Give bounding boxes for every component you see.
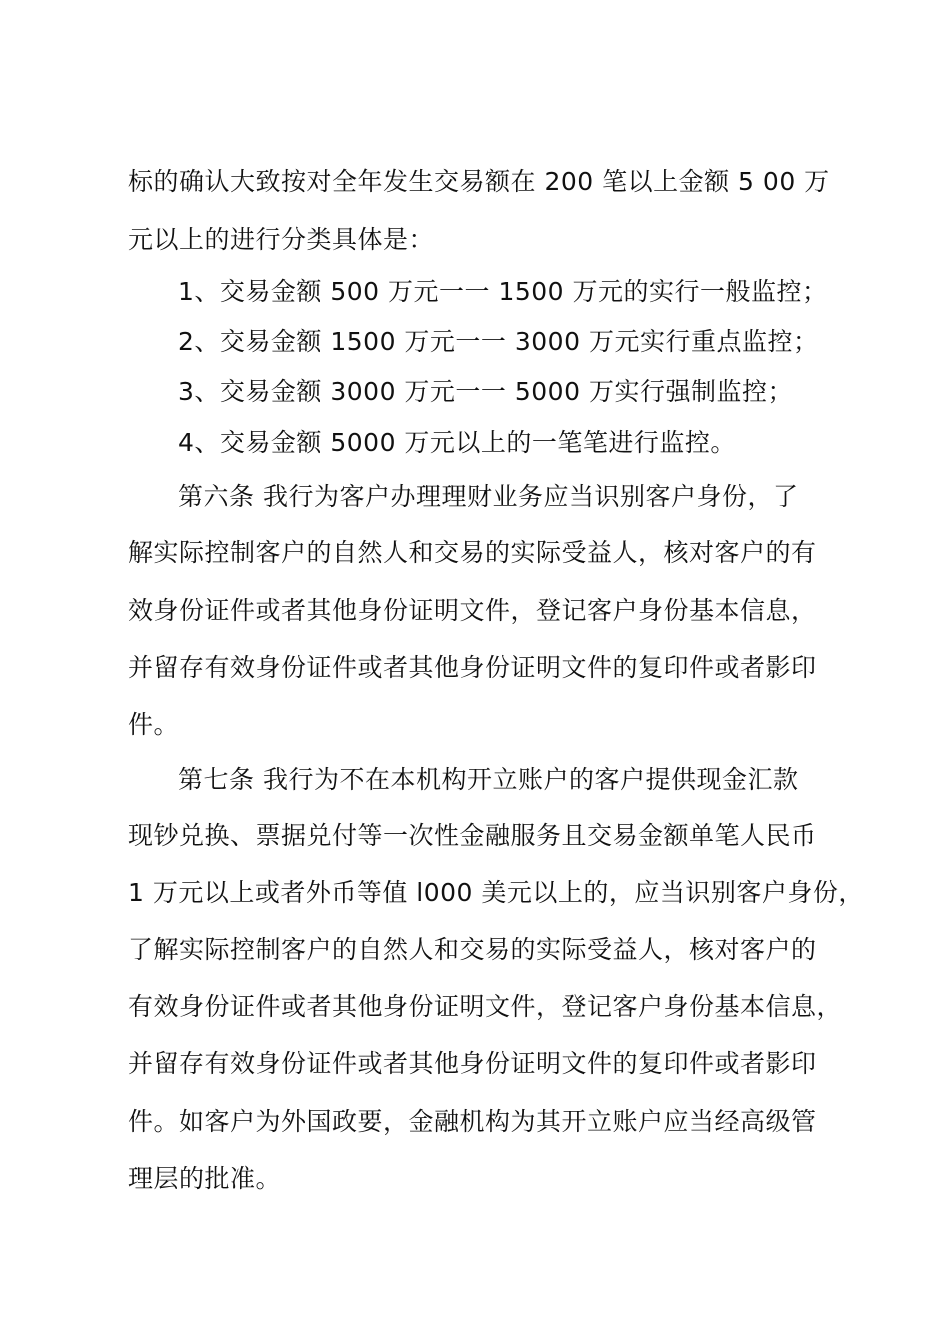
text-line: 效身份证件或者其他身份证明文件，登记客户身份基本信息， — [128, 596, 817, 625]
text-line: 并留存有效身份证件或者其他身份证明文件的复印件或者影印 — [128, 1049, 817, 1078]
text-line: 元以上的进行分类具体是： — [128, 225, 435, 254]
list-item: 3、交易金额 3000 万元一一 5000 万实行强制监控； — [178, 377, 793, 406]
list-item: 1、交易金额 500 万元一一 1500 万元的实行一般监控； — [178, 277, 828, 306]
text-line: 1 万元以上或者外币等值 l000 美元以上的，应当识别客户身份， — [128, 878, 864, 907]
text-line: 了解实际控制客户的自然人和交易的实际受益人，核对客户的 — [128, 935, 817, 964]
text-line: 理层的批准。 — [128, 1164, 282, 1193]
article-heading-line: 第六条 我行为客户办理理财业务应当识别客户身份，了 — [178, 482, 799, 511]
text-line: 现钞兑换、票据兑付等一次性金融服务且交易金额单笔人民币 — [128, 821, 817, 850]
list-item: 4、交易金额 5000 万元以上的一笔笔进行监控。 — [178, 428, 736, 457]
list-item: 2、交易金额 1500 万元一一 3000 万元实行重点监控； — [178, 327, 819, 356]
text-line: 标的确认大致按对全年发生交易额在 200 笔以上金额 5 00 万 — [128, 167, 830, 196]
text-line: 件。如客户为外国政要，金融机构为其开立账户应当经高级管 — [128, 1107, 817, 1136]
text-line: 有效身份证件或者其他身份证明文件，登记客户身份基本信息， — [128, 992, 843, 1021]
text-line: 解实际控制客户的自然人和交易的实际受益人，核对客户的有 — [128, 538, 817, 567]
text-line: 并留存有效身份证件或者其他身份证明文件的复印件或者影印 — [128, 653, 817, 682]
article-heading-line: 第七条 我行为不在本机构开立账户的客户提供现金汇款 — [178, 765, 799, 794]
text-line: 件。 — [128, 710, 180, 739]
